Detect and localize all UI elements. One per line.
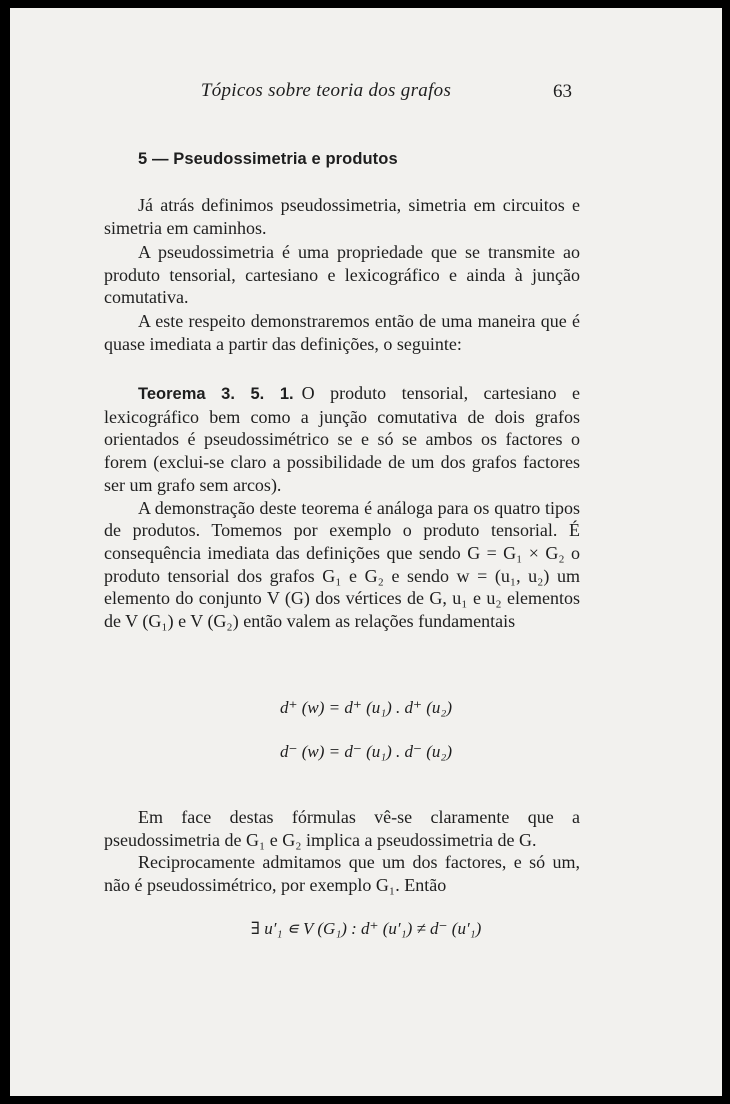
paragraph-after-formulas: [104, 806, 580, 897]
page-number: 63: [553, 81, 572, 102]
running-title: [10, 80, 722, 102]
section-heading: 5 — Pseudossimetria e produtos: [138, 150, 398, 168]
book-page: [10, 8, 722, 1096]
paragraph-2: A pseudossimetria é uma propriedade que se transmite ao produto tensorial, cartesiano e lexicográfico e ainda à junção comutativa.: [104, 242, 580, 308]
running-title-text: Tópicos sobre teoria dos grafos: [200, 80, 452, 101]
paragraph-6: Reciprocamente admitamos que um dos factores, e só um, não é pseudossimétrico, por exemplo G₁. Então: [104, 852, 580, 896]
paragraph-1: Já atrás definimos pseudossimetria, simetria em circuitos e simetria em caminhos.: [104, 195, 580, 238]
theorem-statement: O produto tensorial, cartesiano e lexicográfico bem como a junção comutativa de dois grafos orientados é pseudossimétrico se e só se ambos os factores o forem (exclui-se claro a possibilidade de um dos grafos factores ser um grafo sem arcos).: [104, 383, 581, 495]
theorem-block: [104, 382, 580, 633]
formula-in-degree: d⁻ (w) = d⁻ (u₁) . d⁻ (u₂): [279, 742, 453, 761]
paragraph-5: Em face destas fórmulas vê-se claramente que a pseudossimetria de G₁ e G₂ implica a pseudossimetria de G.: [104, 807, 580, 850]
formula-out-degree: d⁺ (w) = d⁺ (u₁) . d⁺ (u₂): [279, 698, 453, 717]
proof-paragraph: A demonstração deste teorema é análoga para os quatro tipos de produtos. Tomemos por exemplo o produto tensorial. É consequência imediata das definições que sendo G = G₁ × G₂ o produto tensorial dos grafos G₁ e G₂ e sendo w = (u₁, u₂) um elemento do conjunto V (G) dos vértices de G, u₁ e u₂ elementos de V (G₁) e V (G₂) então valem as relações fundamentais: [104, 497, 580, 632]
paragraph-intro: [104, 194, 580, 239]
paragraph-3: A este respeito demonstraremos então de uma maneira que é quase imediata a partir das definições, o seguinte:: [104, 311, 580, 354]
paragraph-block: [104, 310, 580, 355]
theorem-label: Teorema 3. 5. 1.: [138, 385, 294, 403]
paragraph-block: [104, 241, 580, 309]
formula-existence: ∃ u′₁ ∊ V (G₁) : d⁺ (u′₁) ≠ d⁻ (u′₁): [250, 919, 482, 938]
theorem-statement-paragraph: [104, 382, 580, 497]
